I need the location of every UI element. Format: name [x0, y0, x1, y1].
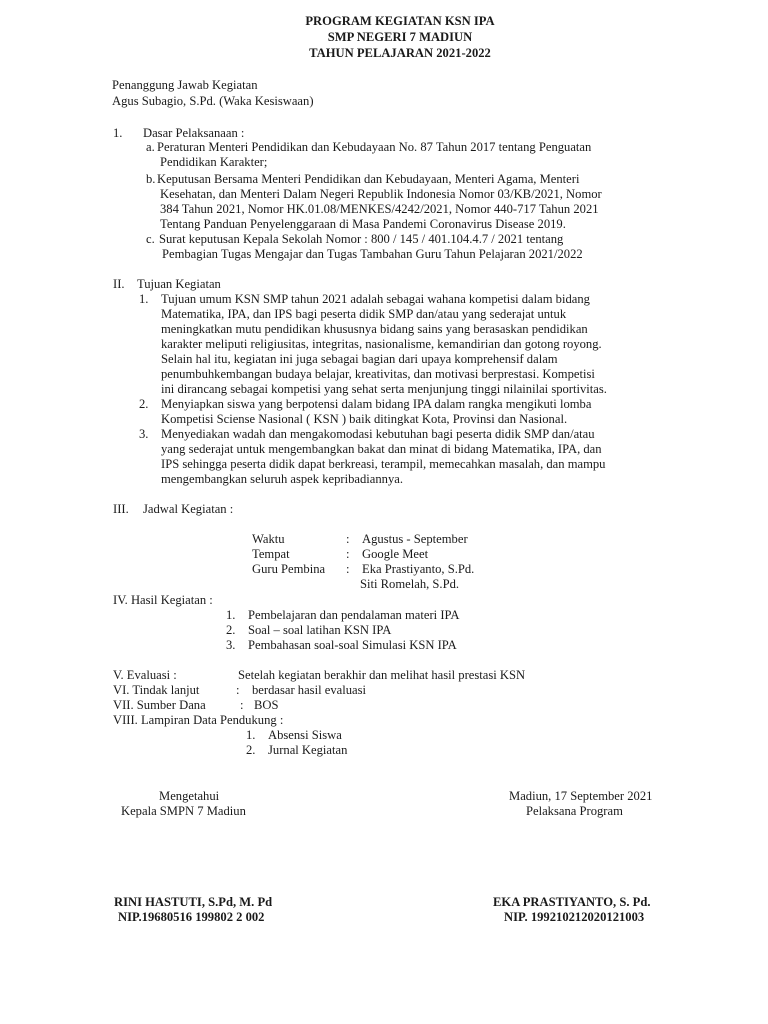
section8-title: VIII. Lampiran Data Pendukung : — [113, 713, 284, 727]
section1-item-a-line: Pendidikan Karakter; — [160, 155, 268, 169]
document-title: PROGRAM KEGIATAN KSN IPA — [305, 14, 495, 28]
signature-right-line1: Madiun, 17 September 2021 — [509, 789, 653, 803]
attachment-item-text: Absensi Siswa — [268, 728, 342, 742]
section1-item-b-line: 384 Tahun 2021, Nomor HK.01.08/MENKES/4242/2021, Nomor 440-717 Tahun 2021 — [160, 202, 599, 216]
signature-left-line2: Kepala SMPN 7 Madiun — [121, 804, 246, 818]
schedule-value: Agustus - September — [362, 532, 468, 546]
section1-item-b-mark: b. — [146, 172, 156, 186]
section2-item-1-line: penumbuhkembangan budaya belajar, kreativitas, dan motivasi berprestasi. Kompetisi — [161, 367, 595, 381]
section2-item-3-line: IPS sehingga peserta didik dapat berkreasi, terampil, memecahkan masalah, dan mampu — [161, 457, 606, 471]
responsible-label: Penanggung Jawab Kegiatan — [112, 78, 258, 92]
section5-value: Setelah kegiatan berakhir dan melihat hasil prestasi KSN — [238, 668, 526, 682]
schedule-label: Guru Pembina — [252, 562, 326, 576]
schedule-label: Waktu — [252, 532, 285, 546]
responsible-name: Agus Subagio, S.Pd. (Waka Kesiswaan) — [112, 94, 314, 108]
section2-title: Tujuan Kegiatan — [137, 277, 221, 291]
section7-value: BOS — [254, 698, 279, 712]
attachment-item-mark: 1. — [246, 728, 256, 742]
section2-item-1-mark: 1. — [139, 292, 149, 306]
result-item-mark: 2. — [226, 623, 236, 637]
section2-number: II. — [113, 277, 125, 291]
section2-item-2-line: Menyiapkan siswa yang berpotensi dalam bidang IPA dalam rangka mengikuti lomba — [161, 397, 592, 411]
section2-item-1-line: Selain hal itu, kegiatan ini juga sebagai bagian dari upaya komprehensif dalam — [161, 352, 558, 366]
section2-item-1-line: karakter meliputi religiusitas, integritas, nasionalisme, kemandirian dan gotong royong. — [161, 337, 602, 351]
academic-year: TAHUN PELAJARAN 2021-2022 — [309, 46, 491, 60]
section2-item-3-line: mengembangkan seluruh aspek kepribadiannya. — [161, 472, 403, 486]
section7-separator: : — [240, 698, 244, 712]
section5-label: V. Evaluasi : — [113, 668, 177, 682]
schedule-separator: : — [346, 562, 350, 576]
schedule-separator: : — [346, 532, 350, 546]
signature-right-nip: NIP. 199210212020121003 — [504, 910, 645, 924]
section3-number: III. — [113, 502, 129, 516]
section4-title: IV. Hasil Kegiatan : — [113, 593, 213, 607]
section6-separator: : — [236, 683, 240, 697]
section1-title: Dasar Pelaksanaan : — [143, 126, 245, 140]
result-item-mark: 1. — [226, 608, 236, 622]
result-item-text: Pembahasan soal-soal Simulasi KSN IPA — [248, 638, 457, 652]
section2-item-3-line: Menyediakan wadah dan mengakomodasi kebutuhan bagi peserta didik SMP dan/atau — [161, 427, 595, 441]
result-item-text: Soal – soal latihan KSN IPA — [248, 623, 392, 637]
section2-item-1-line: Tujuan umum KSN SMP tahun 2021 adalah sebagai wahana kompetisi dalam bidang — [161, 292, 590, 306]
signature-right-line2: Pelaksana Program — [526, 804, 623, 818]
schedule-value: Siti Romelah, S.Pd. — [360, 577, 460, 591]
section1-number: 1. — [113, 126, 123, 140]
section3-title: Jadwal Kegiatan : — [143, 502, 234, 516]
section2-item-3-line: yang sederajat untuk mengembangkan bakat dan minat di bidang Matematika, IPA, dan — [161, 442, 602, 456]
attachment-item-mark: 2. — [246, 743, 256, 757]
section2-item-1-line: meningkatkan mutu pendidikan khususnya bidang sains yang berasaskan pendidikan — [161, 322, 588, 336]
section1-item-a-line: Peraturan Menteri Pendidikan dan Kebudayaan No. 87 Tahun 2017 tentang Penguatan — [157, 140, 592, 154]
section1-item-b-line: Kesehatan, dan Menteri Dalam Negeri Republik Indonesia Nomor 03/KB/2021, Nomor — [160, 187, 602, 201]
result-item-text: Pembelajaran dan pendalaman materi IPA — [248, 608, 460, 622]
signature-right-name: EKA PRASTIYANTO, S. Pd. — [493, 895, 651, 909]
section6-value: berdasar hasil evaluasi — [252, 683, 366, 697]
schedule-value: Google Meet — [362, 547, 429, 561]
section2-item-2-mark: 2. — [139, 397, 149, 411]
schedule-label: Tempat — [252, 547, 290, 561]
section1-item-c-mark: c. — [146, 232, 155, 246]
section7-label: VII. Sumber Dana — [113, 698, 206, 712]
section2-item-2-line: Kompetisi Sciense Nasional ( KSN ) baik ditingkat Kota, Provinsi dan Nasional. — [161, 412, 568, 426]
section2-item-3-mark: 3. — [139, 427, 149, 441]
section1-item-b-line: Keputusan Bersama Menteri Pendidikan dan Kebudayaan, Menteri Agama, Menteri — [157, 172, 580, 186]
signature-left-line1: Mengetahui — [159, 789, 220, 803]
school-name: SMP NEGERI 7 MADIUN — [327, 30, 473, 44]
result-item-mark: 3. — [226, 638, 236, 652]
schedule-value: Eka Prastiyanto, S.Pd. — [362, 562, 475, 576]
section2-item-1-line: ini dirancang sebagai kompetisi yang sehat serta menjunjung tinggi nilainilai sportivitas. — [161, 382, 607, 396]
section1-item-b-line: Tentang Panduan Penyelenggaraan di Masa Pandemi Coronavirus Disease 2019. — [160, 217, 566, 231]
schedule-separator: : — [346, 547, 350, 561]
signature-left-nip: NIP.19680516 199802 2 002 — [118, 910, 265, 924]
section1-item-c-line: Surat keputusan Kepala Sekolah Nomor : 800 / 145 / 401.104.4.7 / 2021 tentang — [159, 232, 564, 246]
section1-item-c-line: Pembagian Tugas Mengajar dan Tugas Tambahan Guru Tahun Pelajaran 2021/2022 — [162, 247, 583, 261]
attachment-item-text: Jurnal Kegiatan — [268, 743, 348, 757]
section1-item-a-mark: a. — [146, 140, 155, 154]
section6-label: VI. Tindak lanjut — [113, 683, 200, 697]
signature-left-name: RINI HASTUTI, S.Pd, M. Pd — [114, 895, 273, 909]
section2-item-1-line: Matematika, IPA, dan IPS bagi peserta didik SMP dan/atau yang sederajat untuk — [161, 307, 567, 321]
